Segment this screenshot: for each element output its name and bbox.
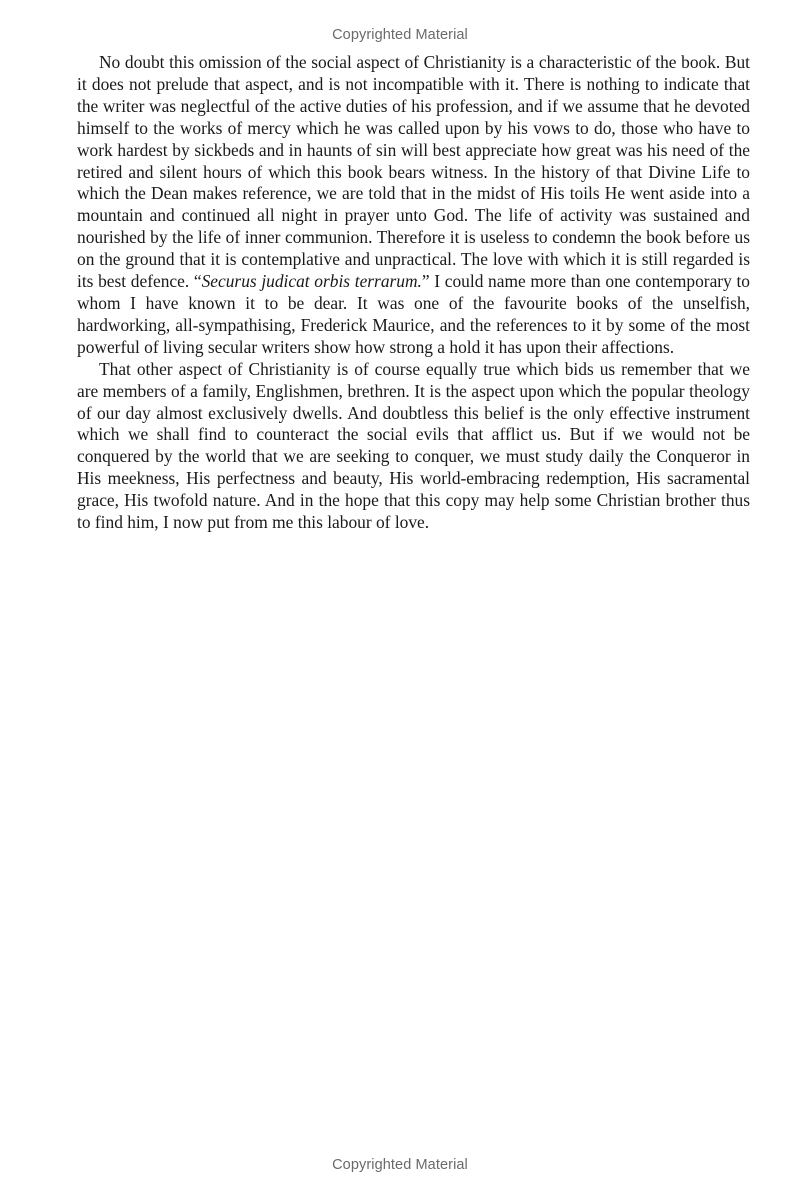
paragraph-1 bbox=[77, 52, 750, 359]
paragraph-1-text-start: No doubt this omission of the social aspect of Christianity is a characteristic of the book. But it does not prelude that aspect, and is not incompatible with it. There is nothing to indicate that the writer was neglectful of the active duties of his profession, and if we assume that he devoted himself to the works of mercy which he was called upon by his vows to do, those who have to work hardest by sickbeds and in haunts of sin will best appreciate how great was his need of the retired and silent hours of which this book bears witness. In the history of that Divine Life to which the Dean makes reference, we are told that in the midst of His toils He went aside into a mountain and continued all night in prayer unto God. The life of activity was sustained and nourished by the life of inner communion. Therefore it is useless to condemn the book before us on the ground that it is contemplative and unpractical. The love with which it is still regarded is its best defence. “ bbox=[77, 52, 750, 292]
paragraph-1-text-end: ” I could name more than one contemporary to whom I have known it to be dear. It was one of the favourite books of the unselfish, hardworking, all-sympathising, Frederick Maurice, and the references to it by some of the most powerful of living secular writers show how strong a hold it has upon their affections. bbox=[77, 271, 750, 357]
copyright-watermark-top: Copyrighted Material bbox=[332, 27, 468, 43]
latin-quotation: Securus judicat orbis terrarum. bbox=[201, 271, 422, 292]
paragraph-2: That other aspect of Christianity is of course equally true which bids us remember that we are members of a family, Englishmen, brethren. It is the aspect upon which the popular theology of our day almost exclusively dwells. And doubtless this belief is the only effective instrument which we shall find to counteract the social evils that afflict us. But if we would not be conquered by the world that we are seeking to conquer, we must study daily the Conqueror in His meekness, His perfectness and beauty, His world-embracing redemption, His sacramental grace, His twofold nature. And in the hope that this copy may help some Christian brother thus to find him, I now put from me this labour of love. bbox=[77, 358, 750, 533]
copyright-watermark-bottom: Copyrighted Material bbox=[332, 1157, 468, 1173]
page-body bbox=[77, 52, 750, 534]
